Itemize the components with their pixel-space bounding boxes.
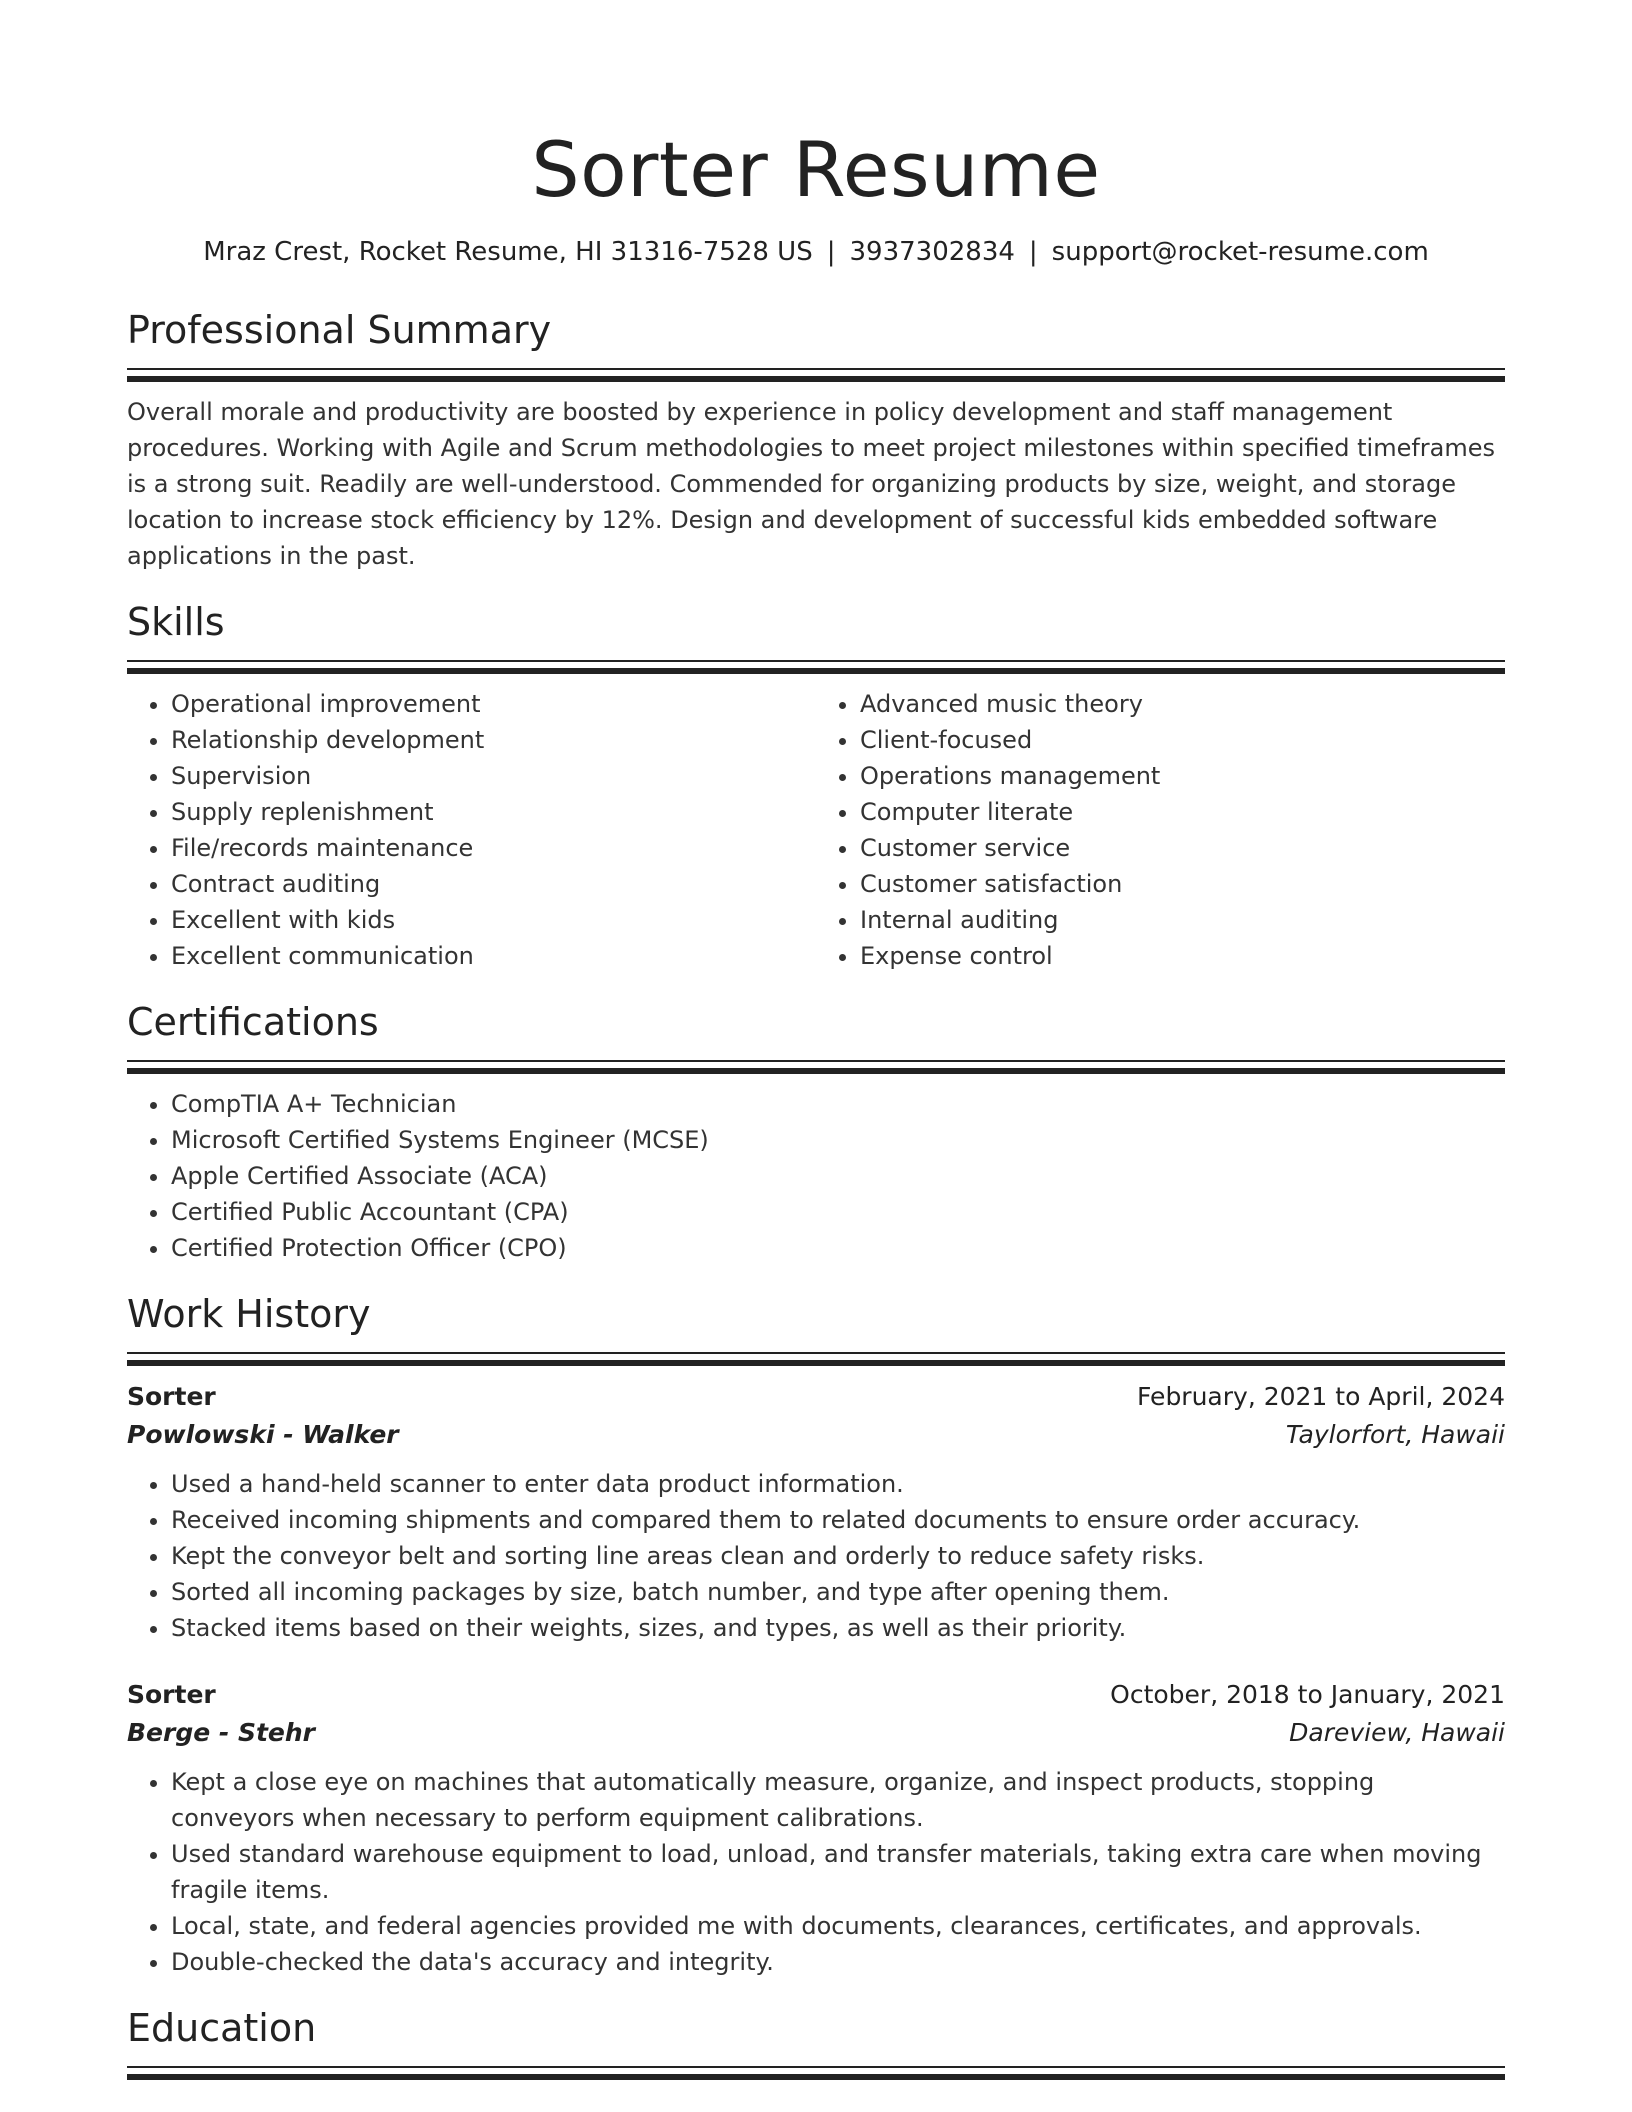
job-dates: February, 2021 to April, 2024 [1137,1382,1505,1411]
job-company: Berge - Stehr [127,1718,316,1747]
summary-text: Overall morale and productivity are boosted by experience in policy development and staff management procedures. Working with Agile and Scrum methodologies to meet project milestones within specified timeframes is a strong suit. Readily are well-understood. Commended for organizing products by size, weight, and storage location to increase stock efficiency by 12%. Design and development of successful kids embedded software applications in the past. [127,398,1496,570]
job-duty: • Used standard warehouse equipment to load, unload, and transfer materials, taking extra care when moving fragile items. [171,1836,1505,1908]
skill-item: • Supply replenishment [171,794,816,830]
job-location: Taylorfort, Hawaii [1285,1420,1505,1449]
skills-list-right [816,686,1505,974]
skill-item: • Operational improvement [171,686,816,722]
job-header [127,1378,1505,1416]
certification-item: • Certified Protection Officer (CPO) [171,1230,1505,1266]
certification-item: • Microsoft Certified Systems Engineer (MCSE) [171,1122,1505,1158]
skill-item: • Relationship development [171,722,816,758]
skills-column-right [816,686,1505,974]
skill-item: • Supervision [171,758,816,794]
contact-address: Mraz Crest, Rocket Resume, HI 31316-7528 US [203,237,813,267]
job-location: Dareview, Hawaii [1289,1718,1505,1747]
job-entry [127,1378,1505,1646]
job-subheader [127,1714,1505,1752]
contact-separator: | [1028,237,1038,267]
skill-item: • File/records maintenance [171,830,816,866]
section-divider [127,1060,1505,1072]
skill-item: • Client-focused [860,722,1505,758]
skills-list-left [127,686,816,974]
job-duty: • Sorted all incoming packages by size, batch number, and type after opening them. [171,1574,1505,1610]
skill-item: • Expense control [860,938,1505,974]
summary-section [127,304,1505,574]
contact-phone: 3937302834 [849,237,1015,267]
summary-heading: Professional Summary [127,308,552,352]
skill-item: • Excellent communication [171,938,816,974]
skills-section [127,596,1505,974]
job-duties-list [127,1764,1505,1980]
job-subheader [127,1416,1505,1454]
contact-separator: | [826,237,836,267]
job-duty: • Stacked items based on their weights, sizes, and types, as well as their priority. [171,1610,1505,1646]
section-divider [127,2066,1505,2078]
certification-item: • CompTIA A+ Technician [171,1086,1505,1122]
skill-item: • Excellent with kids [171,902,816,938]
skill-item: • Contract auditing [171,866,816,902]
resume-title: Sorter Resume [531,125,1101,214]
job-duties-list [127,1466,1505,1646]
skill-item: • Customer service [860,830,1505,866]
skill-item: • Advanced music theory [860,686,1505,722]
job-duty: • Local, state, and federal agencies provided me with documents, clearances, certificates, and approvals. [171,1908,1505,1944]
certification-item: • Certified Public Accountant (CPA) [171,1194,1505,1230]
job-duty: • Kept the conveyor belt and sorting line areas clean and orderly to reduce safety risks. [171,1538,1505,1574]
contact-line [127,234,1505,270]
skills-heading: Skills [127,600,225,644]
job-duty: • Used a hand-held scanner to enter data product information. [171,1466,1505,1502]
section-divider [127,660,1505,672]
job-dates: October, 2018 to January, 2021 [1110,1680,1505,1709]
certifications-heading: Certifications [127,1000,379,1044]
section-divider [127,368,1505,380]
work-section [127,1288,1505,1980]
job-duty: • Double-checked the data's accuracy and integrity. [171,1944,1505,1980]
job-company: Powlowski - Walker [127,1420,399,1449]
job-title: Sorter [127,1680,216,1709]
skills-columns [127,686,1505,974]
contact-email: support@rocket-resume.com [1051,237,1429,267]
job-duty: • Received incoming shipments and compared them to related documents to ensure order accuracy. [171,1502,1505,1538]
certifications-section [127,996,1505,1266]
certifications-list [127,1086,1505,1266]
skill-item: • Customer satisfaction [860,866,1505,902]
certification-item: • Apple Certified Associate (ACA) [171,1158,1505,1194]
work-heading: Work History [127,1292,371,1336]
education-heading: Education [127,2006,317,2050]
skills-column-left [127,686,816,974]
skill-item: • Internal auditing [860,902,1505,938]
section-divider [127,1352,1505,1364]
job-header [127,1676,1505,1714]
job-entry [127,1676,1505,1980]
skill-item: • Operations management [860,758,1505,794]
skill-item: • Computer literate [860,794,1505,830]
job-duty: • Kept a close eye on machines that automatically measure, organize, and inspect products, stopping conveyors when necessary to perform equipment calibrations. [171,1764,1505,1836]
job-title: Sorter [127,1382,216,1411]
education-section [127,2002,1505,2078]
